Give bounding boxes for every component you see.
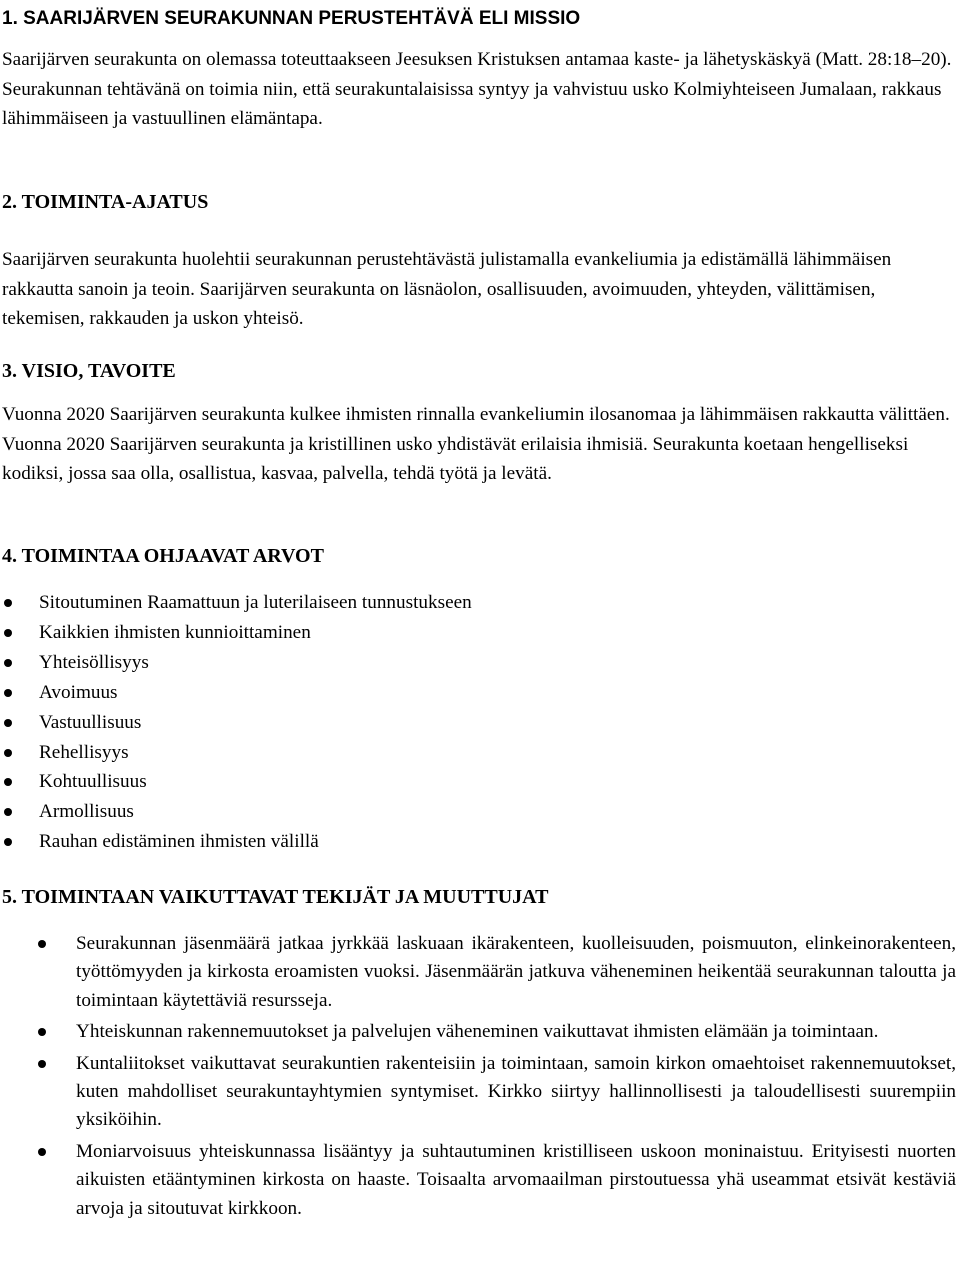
bullet-icon (4, 689, 12, 697)
list-item: Kuntaliitokset vaikuttavat seurakuntien rakenteisiin ja toimintaan, samoin kirkon omaehtoiset rakennemuutokset, kuten mahdolliset seurakuntayhtymien syntymiset. Kirkko siirtyy hallinnollisesti ja taloudellisesti suurempiin yksiköihin. (2, 1050, 956, 1135)
section-3-heading: 3. VISIO, TAVOITE (2, 360, 176, 382)
factors-list (2, 930, 956, 1226)
list-item: Moniarvoisuus yhteiskunnassa lisääntyy ja suhtautuminen kristilliseen uskoon moninaistuu. Erityisesti nuorten aikuisten etääntyminen kirkosta on haaste. Toisaalta arvomaailman pirstoutuessa yhä useammat etsivät kestäviä arvoja ja sitoutuvat kirkkoon. (2, 1138, 956, 1223)
list-item: Armollisuus (2, 797, 956, 827)
list-item: Kohtuullisuus (2, 767, 956, 797)
bullet-icon (38, 1028, 46, 1036)
bullet-icon (38, 940, 46, 948)
bullet-icon (4, 778, 12, 786)
bullet-icon (4, 719, 12, 727)
section-1-text: Saarijärven seurakunta on olemassa toteuttaakseen Jeesuksen Kristuksen antamaa kaste- ja lähetyskäskyä (Matt. 28:18–20). Seurakunnan tehtävänä on toimia niin, että seurakuntalaisissa syntyy ja vahvistuu usko Kolmiyhteiseen Jumalaan, rakkaus lähimmäiseen ja vastuullinen elämäntapa. (2, 49, 952, 129)
section-2-text: Saarijärven seurakunta huolehtii seurakunnan perustehtävästä julistamalla evankeliumia ja edistämällä lähimmäisen rakkautta sanoin ja teoin. Saarijärven seurakunta on läsnäolon, osallisuuden, avoimuuden, yhteyden, välittämisen, tekemisen, rakkauden ja uskon yhteisö. (2, 249, 892, 329)
list-item: Yhteiskunnan rakennemuutokset ja palvelujen väheneminen vaikuttavat ihmisten elämään ja toimintaan. (2, 1018, 956, 1046)
bullet-icon (38, 1148, 46, 1156)
list-item: Avoimuus (2, 678, 956, 708)
list-item: Rehellisyys (2, 738, 956, 768)
bullet-icon (38, 1060, 46, 1068)
bullet-icon (4, 808, 12, 816)
list-item: Seurakunnan jäsenmäärä jatkaa jyrkkää laskuaan ikärakenteen, kuolleisuuden, poismuuton, elinkeinorakenteen, työttömyyden ja kirkosta eroamisten vuoksi. Jäsenmäärän jatkuva väheneminen heikentää seurakunnan taloutta ja toimintaan käytettäviä resursseja. (2, 930, 956, 1015)
section-2-heading: 2. TOIMINTA-AJATUS (2, 191, 209, 213)
bullet-icon (4, 599, 12, 607)
bullet-icon (4, 629, 12, 637)
section-3-text: Vuonna 2020 Saarijärven seurakunta kulkee ihmisten rinnalla evankeliumin ilosanomaa ja lähimmäisen rakkautta välittäen. Vuonna 2020 Saarijärven seurakunta ja kristillinen usko yhdistävät erilaisia ihmisiä. Seurakunta koetaan hengelliseksi kodiksi, jossa saa olla, osallistua, kasvaa, palvella, tehdä työtä ja levätä. (2, 404, 950, 484)
list-item: Yhteisöllisyys (2, 648, 956, 678)
list-item: Rauhan edistäminen ihmisten välillä (2, 827, 956, 857)
section-5-heading: 5. TOIMINTAAN VAIKUTTAVAT TEKIJÄT JA MUUTTUJAT (2, 886, 549, 908)
bullet-icon (4, 659, 12, 667)
list-item: Kaikkien ihmisten kunnioittaminen (2, 618, 956, 648)
section-1-heading: 1. SAARIJÄRVEN SEURAKUNNAN PERUSTEHTÄVÄ ELI MISSIO (2, 8, 581, 29)
list-item: Sitoutuminen Raamattuun ja luterilaiseen tunnustukseen (2, 588, 956, 618)
section-4-heading: 4. TOIMINTAA OHJAAVAT ARVOT (2, 545, 324, 567)
values-list (2, 588, 956, 857)
bullet-icon (4, 838, 12, 846)
list-item: Vastuullisuus (2, 708, 956, 738)
bullet-icon (4, 749, 12, 757)
